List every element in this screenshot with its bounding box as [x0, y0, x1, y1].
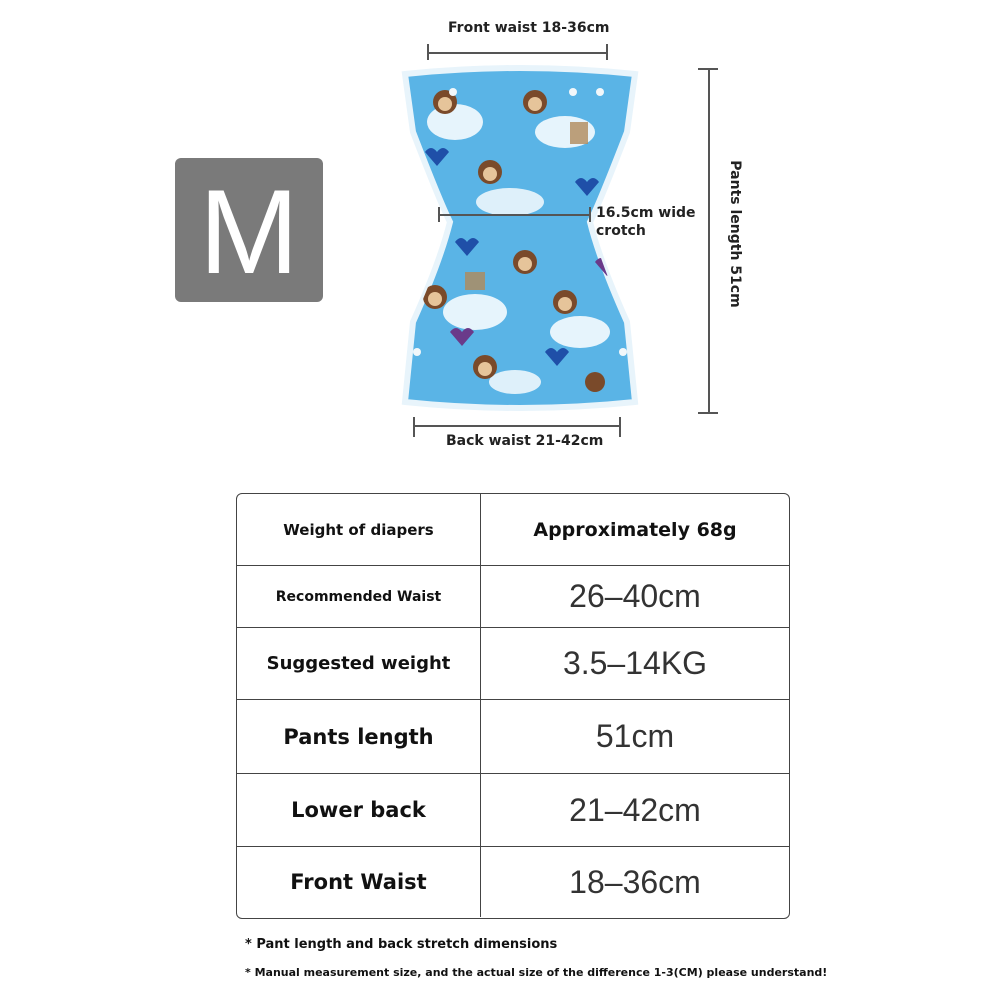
back-waist-tick-right [619, 417, 621, 437]
front-waist-label: Front waist 18-36cm [448, 20, 610, 36]
spec-value: 21–42cm [569, 791, 701, 828]
crotch-line [438, 214, 590, 216]
pants-length-tick-top [698, 68, 718, 70]
diaper-illustration [395, 62, 645, 422]
spec-value: 26–40cm [569, 578, 701, 614]
note-stretch: * Pant length and back stretch dimensions [245, 937, 558, 952]
spec-label: Front Waist [237, 847, 481, 917]
spec-label: Pants length [237, 700, 481, 773]
back-waist-line [413, 425, 620, 427]
back-waist-tick-left [413, 417, 415, 437]
spec-label: Lower back [237, 774, 481, 846]
crotch-label-line1: 16.5cm wide [596, 205, 696, 221]
size-letter: M [199, 165, 299, 299]
front-waist-tick-right [606, 44, 608, 60]
spec-table [236, 493, 790, 919]
spec-row-weight [237, 494, 789, 566]
spec-row-recommended-waist [237, 566, 789, 628]
spec-row-suggested-weight [237, 628, 789, 700]
spec-label: Recommended Waist [237, 566, 481, 627]
pants-length-line [708, 68, 710, 413]
spec-value: 3.5–14KG [562, 645, 708, 681]
spec-row-front-waist [237, 847, 789, 917]
pants-length-tick-bottom [698, 412, 718, 414]
front-waist-line [427, 52, 607, 54]
note-measurement: * Manual measurement size, and the actual size of the difference 1-3(CM) please understand! [245, 966, 828, 979]
spec-value: Approximately 68g [533, 518, 737, 541]
spec-label: Weight of diapers [237, 494, 481, 565]
crotch-label-line2: crotch [596, 223, 646, 239]
back-waist-label: Back waist 21-42cm [446, 433, 604, 449]
spec-row-pants-length [237, 700, 789, 774]
crotch-tick-left [438, 207, 440, 222]
size-badge [175, 158, 323, 302]
spec-value: 51cm [595, 718, 675, 754]
spec-label: Suggested weight [237, 628, 481, 699]
pants-length-label: Pants length 51cm [727, 160, 743, 308]
front-waist-tick-left [427, 44, 429, 60]
spec-value: 18–36cm [569, 863, 701, 900]
spec-row-lower-back [237, 774, 789, 847]
crotch-tick-right [589, 207, 591, 222]
